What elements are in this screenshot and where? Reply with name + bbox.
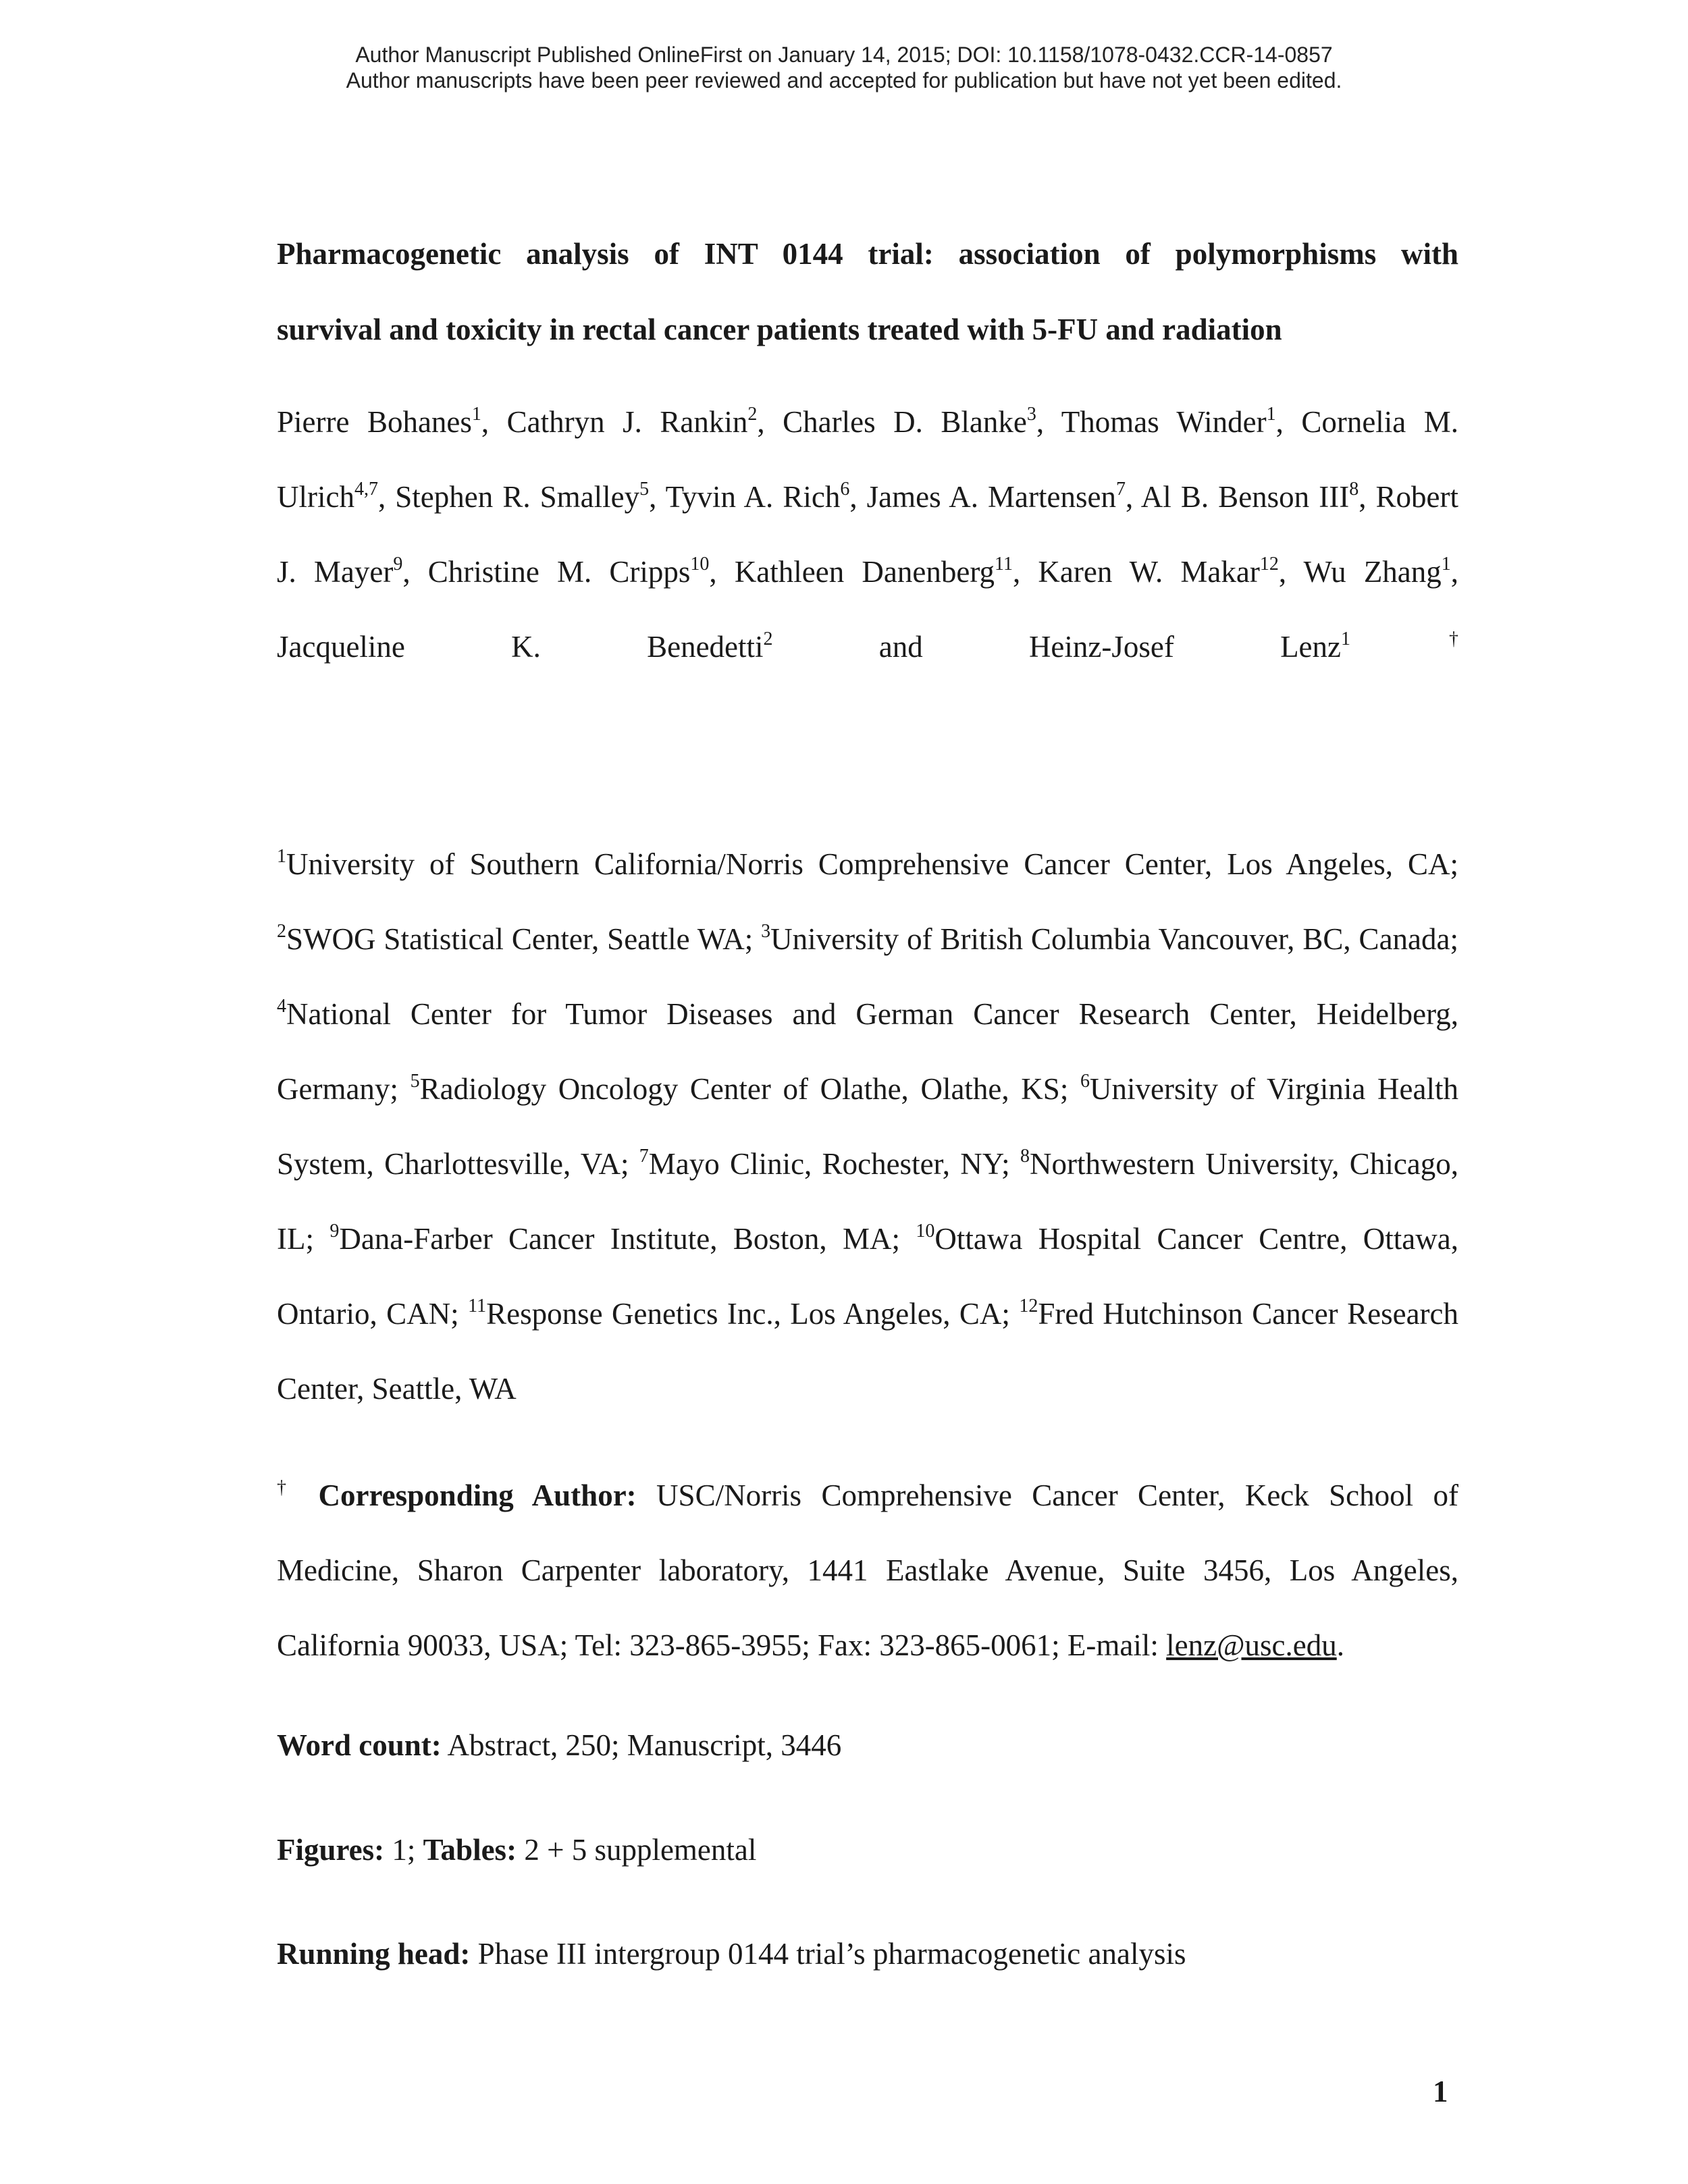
affiliation-text: National Center for Tumor Diseases and German Cancer Research Center, Heidelberg, Germany; xyxy=(277,997,1458,1106)
affiliation-marker: 1 xyxy=(471,404,481,425)
affiliation-marker: 1† xyxy=(1341,629,1458,649)
corresponding-text: USC/Norris Comprehensive Cancer Center, Keck School of Medicine, Sharon Carpenter laboratory, 1441 Eastlake Avenue, Suite 3456, Los Angeles, California 90033, USA; Tel: 323-865-3955; Fax: 323-865-0061; E-mail: xyxy=(277,1479,1459,1662)
affiliation-marker: 4,7 xyxy=(354,479,378,500)
figures-tables xyxy=(277,1830,756,1870)
affiliation-number: 4 xyxy=(277,996,286,1017)
author-name: Kathleen Danenberg xyxy=(734,555,995,589)
affiliation-text: University of Virginia Health System, Charlottesville, VA; xyxy=(277,1072,1459,1181)
affiliation-number: 2 xyxy=(277,921,286,942)
email-link[interactable]: lenz@usc.edu xyxy=(1166,1628,1337,1662)
affiliation-number: 12 xyxy=(1019,1296,1038,1316)
tables-value: 2 + 5 supplemental xyxy=(524,1833,757,1867)
title-line-2: survival and toxicity in rectal cancer patients treated with 5-FU and radiation xyxy=(277,313,1282,346)
affiliation-marker: 12 xyxy=(1259,554,1279,575)
word-count-text: Abstract, 250; Manuscript, 3446 xyxy=(447,1728,842,1762)
author-name: Pierre Bohanes xyxy=(277,405,472,439)
author-name: Robert J. Mayer xyxy=(277,480,1458,589)
author-name: Heinz-Josef Lenz xyxy=(1028,630,1342,664)
author-name: Tyvin A. Rich xyxy=(665,480,841,514)
affiliation-number: 5 xyxy=(410,1071,420,1092)
word-count xyxy=(277,1725,841,1765)
affiliation-marker: 11 xyxy=(995,554,1013,575)
affiliation-text: Mayo Clinic, Rochester, NY; xyxy=(648,1147,1010,1181)
affiliation-marker: 9 xyxy=(393,554,403,575)
affiliation-text: Ottawa Hospital Cancer Centre, Ottawa, Ontario, CAN; xyxy=(277,1222,1458,1331)
author-name: Karen W. Makar xyxy=(1038,555,1260,589)
paper-title xyxy=(277,216,1458,367)
manuscript-banner-line-1: Author Manuscript Published OnlineFirst on January 14, 2015; DOI: 10.1158/1078-0432.CCR-14-0857 xyxy=(355,43,1333,67)
affiliation-list xyxy=(277,827,1458,1427)
author-name: James A. Martensen xyxy=(866,480,1116,514)
author-name: Cathryn J. Rankin xyxy=(506,405,748,439)
affiliation-marker: 3 xyxy=(1026,404,1036,425)
affiliation-marker: 8 xyxy=(1349,479,1359,500)
affiliation-number: 7 xyxy=(639,1146,649,1167)
affiliation-text: Northwestern University, Chicago, IL; xyxy=(277,1147,1459,1256)
affiliation-number: 10 xyxy=(916,1221,935,1242)
figures-label: Figures: xyxy=(277,1833,385,1867)
author-name: Thomas Winder xyxy=(1061,405,1267,439)
corresponding-author xyxy=(277,1458,1458,1683)
author-name: Christine M. Cripps xyxy=(427,555,691,589)
author-name: Al B. Benson III xyxy=(1140,480,1350,514)
page-number: 1 xyxy=(1433,2075,1448,2108)
affiliation-number: 8 xyxy=(1020,1146,1030,1167)
affiliation-number: 1 xyxy=(277,846,286,867)
word-count-label: Word count: xyxy=(277,1728,442,1762)
affiliation-marker: 1 xyxy=(1441,554,1451,575)
affiliation-marker: 2 xyxy=(763,629,773,649)
affiliation-text: Radiology Oncology Center of Olathe, Olathe, KS; xyxy=(419,1072,1069,1106)
figures-value: 1; xyxy=(392,1833,416,1867)
affiliation-text: SWOG Statistical Center, Seattle WA; xyxy=(286,922,754,956)
manuscript-banner-line-2: Author manuscripts have been peer reviewed and accepted for publication but have not yet been edited. xyxy=(346,68,1342,92)
affiliation-text: University of Southern California/Norris Comprehensive Cancer Center, Los Angeles, CA; xyxy=(286,847,1458,881)
affiliation-number: 11 xyxy=(468,1296,487,1316)
author-name: Stephen R. Smalley xyxy=(395,480,640,514)
author-name: Jacqueline K. Benedetti xyxy=(277,630,764,664)
affiliation-marker: 2 xyxy=(747,404,758,425)
running-head-text: Phase III intergroup 0144 trial’s pharmacogenetic analysis xyxy=(477,1937,1186,1971)
affiliation-text: Dana-Farber Cancer Institute, Boston, MA; xyxy=(339,1222,901,1256)
affiliation-marker: 7 xyxy=(1115,479,1126,500)
affiliation-number: 6 xyxy=(1080,1071,1090,1092)
affiliation-text: Response Genetics Inc., Los Angeles, CA; xyxy=(486,1297,1010,1331)
affiliation-marker: 5 xyxy=(639,479,650,500)
affiliation-text: University of British Columbia Vancouver, BC, Canada; xyxy=(770,922,1458,956)
author-line: Pierre Bohanes$^1$, Cathryn J. Rankin$^2$, Charles D. Blanke$^3$, Thomas Winder$^1$, Cornelia M. Ulrich$^{4,7}$, Stephen R. Smalley$^5$, Tyvin A. Rich$^6$, James A. Martensen$^7$, Al B. Benson III$^8$, Robert J. Mayer$^9$, Christine M. Cripps$^{10}$, Kathleen Danenberg$^{11}$, Karen W. Makar$^{12}$, Wu Zhang$^1$, Jacqueline K. Benedetti$^2$ and Heinz-Josef Lenz$^{1\dagger}$ xyxy=(277,404,1459,664)
title-line-1: Pharmacogenetic analysis of INT 0144 trial: association of polymorphisms with xyxy=(277,237,1458,271)
affiliation-number: 3 xyxy=(761,921,771,942)
affiliation-marker: 6 xyxy=(840,479,850,500)
affiliation-number: 9 xyxy=(329,1221,340,1242)
dagger-symbol: † xyxy=(277,1477,299,1498)
author-name: Cornelia M. Ulrich xyxy=(277,405,1459,514)
corresponding-end: . xyxy=(1336,1628,1344,1662)
affiliation-marker: 10 xyxy=(690,554,710,575)
author-name: Charles D. Blanke xyxy=(783,405,1027,439)
running-head xyxy=(277,1934,1186,1974)
running-head-label: Running head: xyxy=(277,1937,471,1971)
affiliation-text: Fred Hutchinson Cancer Research Center, Seattle, WA xyxy=(277,1297,1458,1406)
author-list xyxy=(277,385,1458,685)
tables-label: Tables: xyxy=(423,1833,517,1867)
author-name: Wu Zhang xyxy=(1303,555,1442,589)
corresponding-label: Corresponding Author: xyxy=(318,1479,637,1512)
affiliation-marker: 1 xyxy=(1266,404,1276,425)
